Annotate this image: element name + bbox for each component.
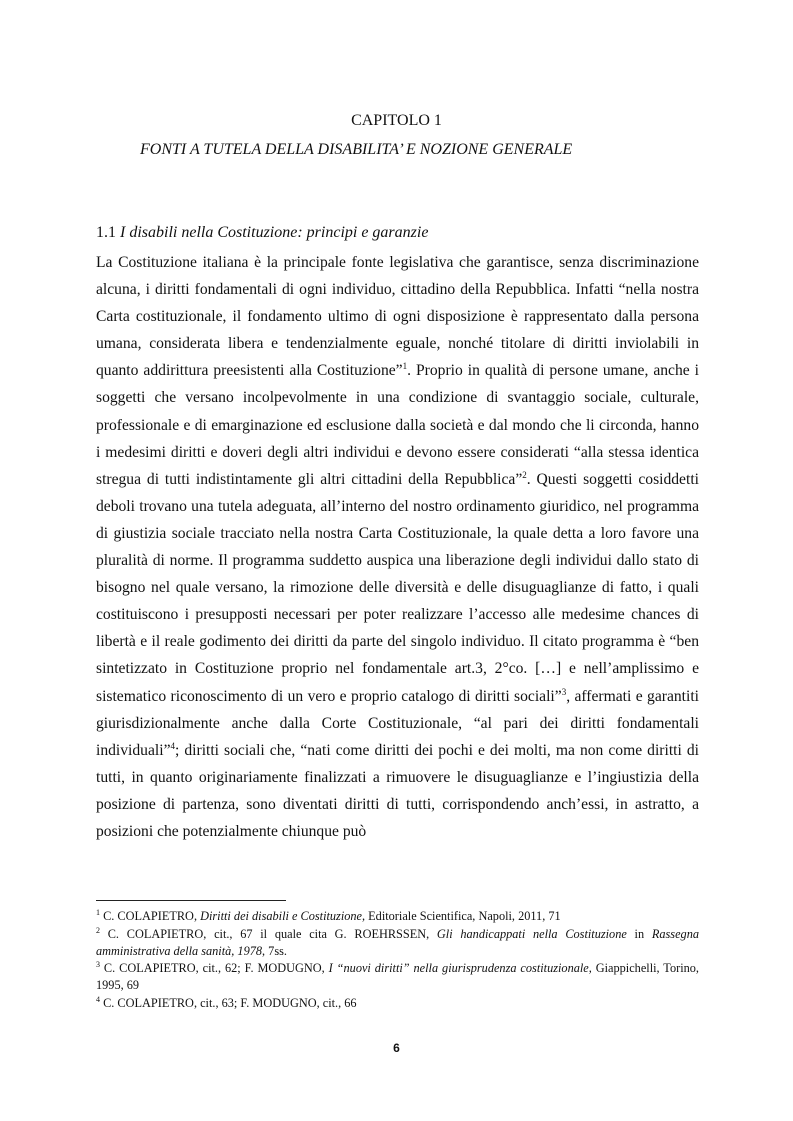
body-text-1: La Costituzione italiana è la principale fonte legislativa che garantisce, senza discriminazione alcuna, i diritti fondamentali di ogni individuo, cittadino della Repubblica. Infatti “nella nostra Carta costituzionale, il fondamento ultimo di ogni disposizione è rappresentato dalla persona umana, considerata libera e tendenzialmente eguale, nonché titolare di diritti inviolabili in quanto addirittura preesistenti alla Costituzione” bbox=[96, 254, 699, 380]
footnote-1 bbox=[96, 908, 699, 925]
footnote-text: C. COLAPIETRO, bbox=[100, 909, 201, 923]
body-text-2: . Proprio in qualità di persone umane, anche i soggetti che versano incolpevolmente in una condizione di svantaggio sociale, culturale, professionale e di emarginazione ed esclusione dalla società e dal mondo che li circonda, hanno i medesimi diritti e doveri degli altri individui e devono essere considerati “alla stessa identica stregua di tutti indistintamente gli altri cittadini della Repubblica” bbox=[96, 362, 699, 488]
footnote-3 bbox=[96, 960, 699, 994]
body-text-4: , affermati e garantiti giurisdizionalmente anche dalla Corte Costituzionale, “al pari dei diritti fondamentali individuali” bbox=[96, 687, 699, 759]
page-number: 6 bbox=[393, 1041, 400, 1055]
footnote-2 bbox=[96, 926, 699, 960]
footnote-title: Gli handicappati nella Costituzione bbox=[436, 926, 627, 941]
footnote-text: C. COLAPIETRO, cit., 67 il quale cita G. ROEHRSSEN, bbox=[100, 926, 437, 941]
footnotes bbox=[96, 908, 699, 1013]
body-text-3: . Questi soggetti cosiddetti deboli trovano una tutela adeguata, all’interno del nostro ordinamento giuridico, nel programma di giustizia sociale tracciato nella nostra Carta Costituzionale, la quale detta a loro favore una pluralità di norme. Il programma suddetto auspica una liberazione degli individui dallo stato di bisogno nel quale versano, la rimozione delle diversità e delle disuguaglianze di fatto, i quali costituiscono i presupposti necessari per poter realizzare l’accesso alle medesime chances di libertà e il reale godimento dei diritti da parte del singolo individuo. Il citato programma è “ben sintetizzato in Costituzione proprio nel fondamentale art.3, 2°co. […] e nell’amplissimo e sistematico riconoscimento di un vero e proprio catalogo di diritti sociali” bbox=[96, 470, 699, 705]
footnote-text: C. COLAPIETRO, cit., 62; F. MODUGNO, bbox=[100, 961, 329, 976]
footnote-ref-2: 2 bbox=[522, 469, 527, 480]
footnote-number: 3 bbox=[96, 960, 100, 970]
footnote-number: 1 bbox=[96, 907, 100, 917]
footnote-text: Editoriale Scientifica, Napoli, 2011, 71 bbox=[365, 909, 561, 923]
chapter-label: CAPITOLO 1 bbox=[351, 112, 442, 129]
footnote-text: , 7ss. bbox=[262, 943, 287, 958]
section-heading bbox=[96, 224, 428, 242]
footnote-text: in bbox=[626, 926, 652, 941]
footnote-text: C. COLAPIETRO, cit., 63; F. MODUGNO, cit., 66 bbox=[100, 995, 357, 1010]
body-paragraph bbox=[96, 249, 699, 845]
footnote-text: Giappichelli, Torino, 1995, 69 bbox=[96, 961, 699, 993]
footnote-title: Diritti dei disabili e Costituzione, bbox=[200, 909, 366, 923]
footnote-title: Rassegna amministrativa della sanità, 1978 bbox=[96, 926, 699, 958]
section-number: 1.1 bbox=[96, 224, 116, 241]
footnote-number: 2 bbox=[96, 925, 100, 935]
section-title: I disabili nella Costituzione: principi e garanzie bbox=[120, 224, 429, 241]
footnote-separator bbox=[96, 900, 286, 901]
body-text-5: ; diritti sociali che, “nati come diritti dei pochi e dei molti, ma non come diritti di tutti, in quanto originariamente finalizzati a rimuovere le disuguaglianze e l’ingiustizia della posizione di partenza, sono diventati diritti di tutti, corrispondendo anch’essi, in astratto, a posizioni che potenzialmente chiunque può bbox=[96, 741, 699, 840]
footnote-ref-1: 1 bbox=[402, 361, 408, 372]
footnote-ref-3: 3 bbox=[561, 686, 567, 697]
footnote-ref-4: 4 bbox=[170, 740, 175, 751]
footnote-title: I “nuovi diritti” nella giurisprudenza costituzionale, bbox=[328, 961, 592, 976]
chapter-title: FONTI A TUTELA DELLA DISABILITA’ E NOZIONE GENERALE bbox=[140, 141, 573, 158]
footnote-number: 4 bbox=[96, 994, 100, 1004]
footnote-4 bbox=[96, 995, 699, 1012]
